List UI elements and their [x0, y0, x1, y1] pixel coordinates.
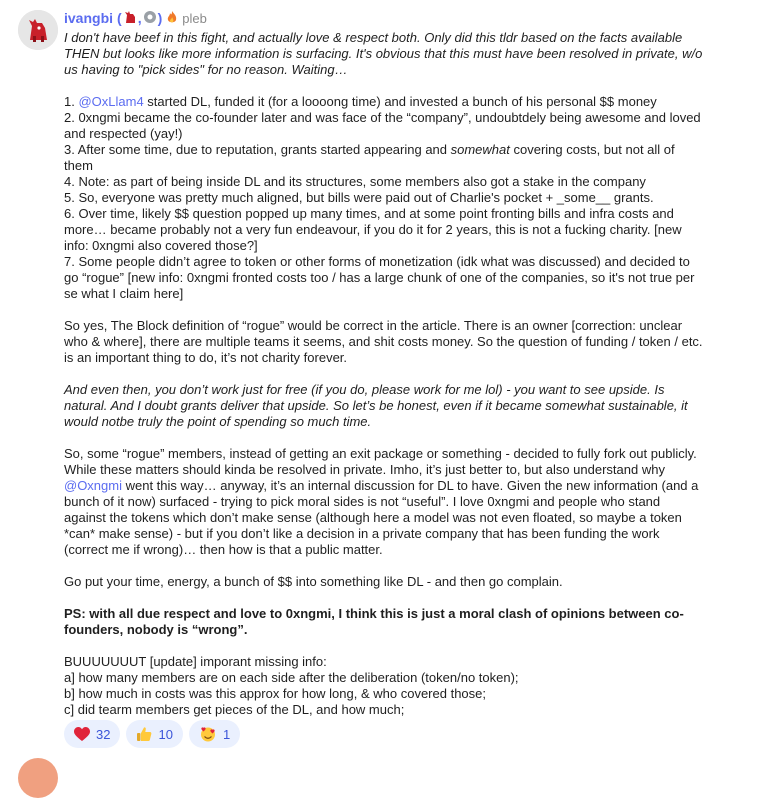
list-item: 7. Some people didn’t agree to token or other forms of monetization (idk what was discussed) and decided to go “rogue” [new info: 0xngmi fronted costs too / has a large chunk of one of the companies, so it's not true per se what I claim here] — [64, 254, 695, 301]
reaction-count: 10 — [158, 726, 173, 742]
message-post — [64, 8, 704, 718]
list-item: 5. So, everyone was pretty much aligned, but bills were paid out of Charlie's pocket + _some__ grants. — [64, 190, 654, 205]
paren-separator: , — [137, 10, 142, 26]
message-header — [64, 8, 704, 28]
italic-paragraph: And even then, you don’t work just for free (if you do, please work for me lol) - you want to see upside. Is natural. And I doubt grants deliver that upside. So let’s be honest, even if it became somewhat sustainable, it would notbe truly the point of spending so much time. — [64, 382, 688, 429]
reactions-bar — [64, 720, 240, 748]
list-item: 1. @OxLlam4 started DL, funded it (for a loooong time) and invested a bunch of his personal $$ money — [64, 94, 657, 109]
update-item: b] how much in costs was this approx for how long, & who covered those; — [64, 686, 486, 701]
author-role: pleb — [182, 10, 207, 26]
update-item: a] how many members are on each side after the deliberation (token/no token); — [64, 670, 519, 685]
list-item: 3. After some time, due to reputation, grants started appearing and somewhat covering costs, but not all of them — [64, 142, 675, 173]
reaction-heart-face[interactable] — [189, 720, 240, 748]
gear-badge-icon — [143, 10, 157, 27]
author-username[interactable]: ivangbi — [64, 10, 114, 26]
update-item: c] did tearm members get pieces of the DL, and how much; — [64, 702, 405, 717]
llama-icon — [123, 10, 137, 27]
reaction-count: 32 — [96, 726, 111, 742]
heart-icon — [74, 727, 90, 742]
reaction-thumbs-up[interactable] — [126, 720, 182, 748]
ps-paragraph: PS: with all due respect and love to 0xngmi, I think this is just a moral clash of opinions between co-founders, nobody is “wrong”. — [64, 606, 684, 637]
list-item: 6. Over time, likely $$ question popped up many times, and at some point fronting bills and infra costs and more… became probably not a very fun endeavour, if you do it for 2 years, this is not a fucking charity. [new info: 0xngmi also covered those?] — [64, 206, 682, 253]
mention-link[interactable]: @OxLlam4 — [78, 94, 144, 109]
flame-icon — [166, 10, 178, 27]
heart-face-icon — [199, 726, 217, 742]
mention-link[interactable]: @Oxngmi — [64, 478, 122, 493]
paren-close: ) — [157, 10, 163, 26]
list-item: 4. Note: as part of being inside DL and its structures, some members also got a stake in the company — [64, 174, 646, 189]
list-item: 2. 0xngmi became the co-founder later and was face of the “company”, undoubtdely being awesome and loved and respected (yay!) — [64, 110, 701, 141]
thumbs-up-icon — [136, 726, 152, 742]
intro-paragraph: I don't have beef in this fight, and actually love & respect both. Only did this tldr based on the facts available THEN but looks like more information is surfacing. It's obvious that this must have been resolved in private, w/o us having to "pick sides" for no reason. Waiting… — [64, 30, 703, 77]
paragraph: So yes, The Block definition of “rogue” would be correct in the article. There is an owner [correction: unclear who & where], there are multiple teams it seems, and shit costs money. So the question of funding / token / etc. is an important thing to do, it’s not charity forever. — [64, 318, 703, 365]
avatar[interactable] — [18, 10, 58, 50]
paragraph: So, some “rogue” members, instead of getting an exit package or something - decided to fully fork out publicly. While these matters should kinda be resolved in private. Imho, it’s just better to, but also understand why @Oxngmi went this way… anyway, it’s an internal discussion for DL to have. Given the new information (and a bunch of it now) surfaced - trying to pick moral sides is not “useful”. I love 0xngmi and people who stand against the tokens which don’t make sense (although here a model was not even floated, so maybe a token *can* make sense) - but if you don’t like a decision in a private company that has been funding the work (correct me if wrong)… then how is that a public matter. — [64, 446, 699, 557]
next-message-avatar[interactable] — [18, 758, 58, 798]
paren-open: ( — [117, 10, 122, 26]
reaction-heart[interactable] — [64, 720, 120, 748]
message-body — [64, 30, 704, 718]
reaction-count: 1 — [222, 726, 231, 742]
update-heading: BUUUUUUUT [update] imporant missing info: — [64, 654, 327, 669]
paragraph: Go put your time, energy, a bunch of $$ into something like DL - and then go complain. — [64, 574, 563, 589]
